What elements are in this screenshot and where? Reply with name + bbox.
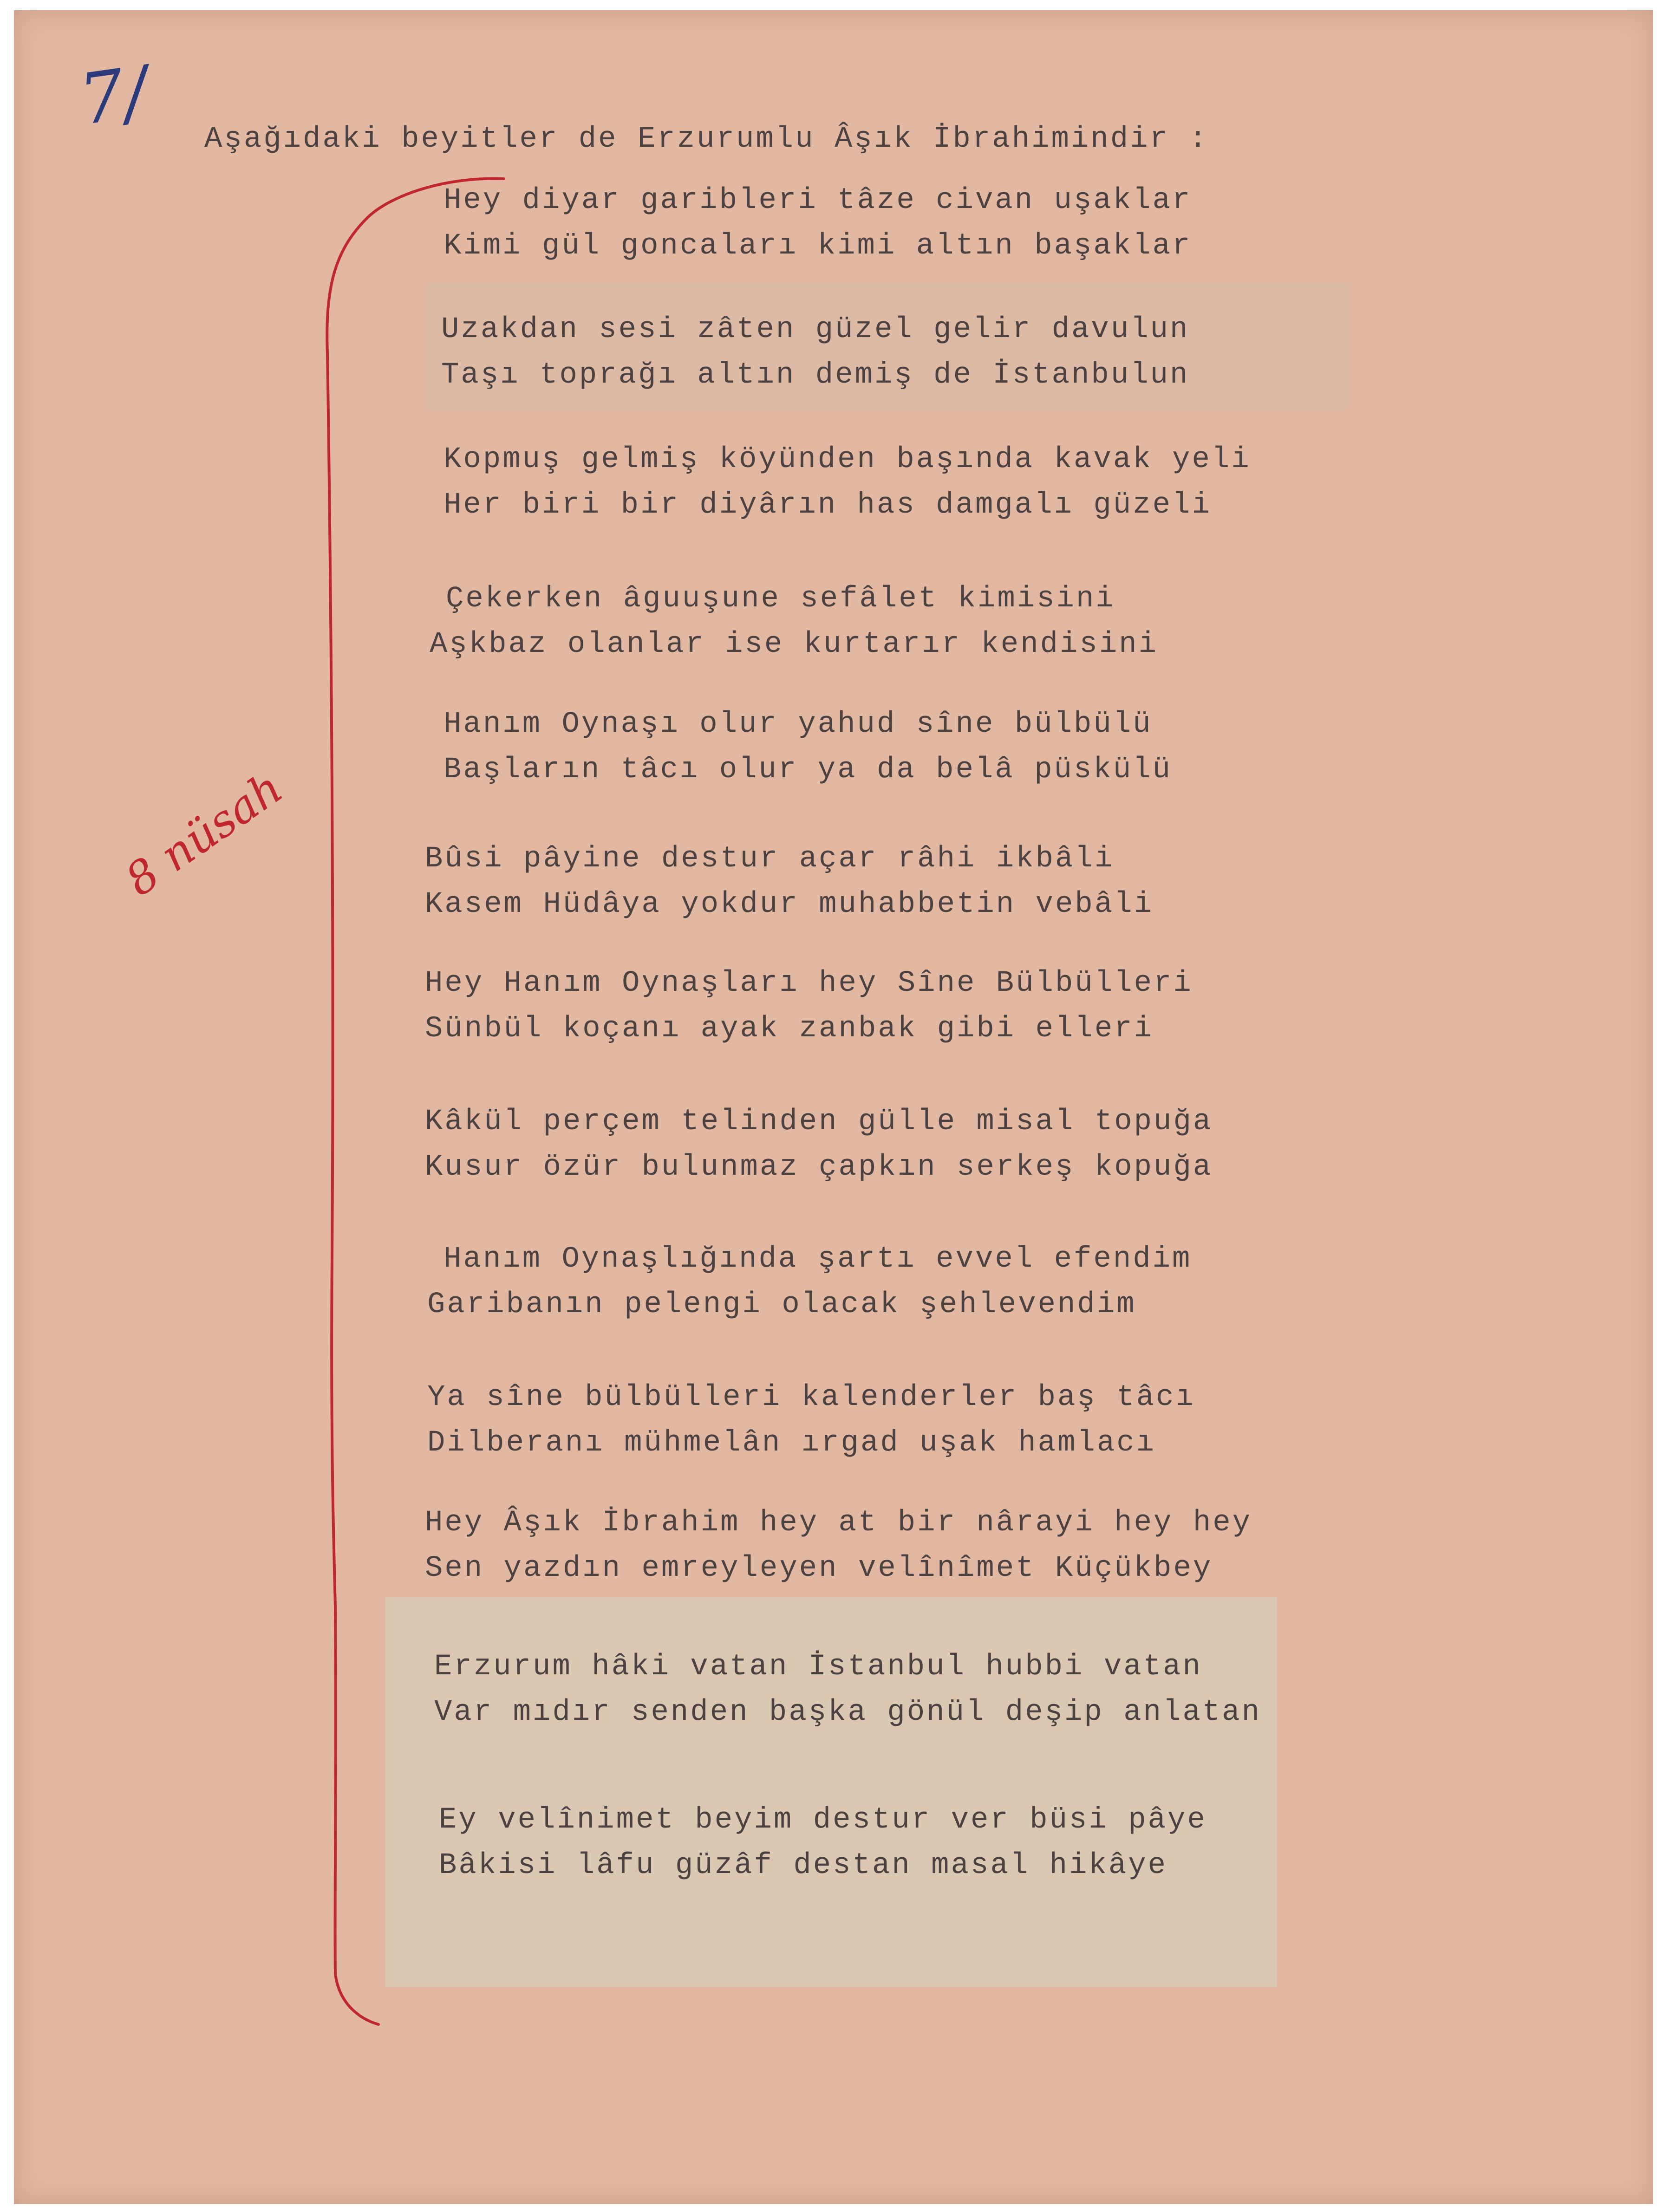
- couplet-13-line-2: Bâkisi lâfu güzâf destan masal hikâye: [439, 1849, 1168, 1882]
- margin-note: 8 nüsah: [116, 761, 292, 906]
- intro-line: Aşağıdaki beyitler de Erzurumlu Âşık İbrahimindir :: [204, 123, 1209, 156]
- couplet-5-line-1: Hanım Oynaşı olur yahud sîne bülbülü: [443, 708, 1153, 741]
- couplet-6-line-2: Kasem Hüdâya yokdur muhabbetin vebâli: [425, 888, 1154, 921]
- couplet-1-line-2: Kimi gül goncaları kimi altın başaklar: [443, 229, 1192, 263]
- couplet-3-line-1: Kopmuş gelmiş köyünden başında kavak yeli: [443, 443, 1251, 476]
- couplet-3-line-2: Her biri bir diyârın has damgalı güzeli: [443, 488, 1212, 522]
- couplet-1-line-1: Hey diyar garibleri tâze civan uşaklar: [443, 184, 1192, 217]
- couplet-7-line-1: Hey Hanım Oynaşları hey Sîne Bülbülleri: [425, 967, 1193, 1000]
- couplet-11-line-1: Hey Âşık İbrahim hey at bir nârayi hey hey: [425, 1506, 1252, 1540]
- couplet-9-line-2: Garibanın pelengi olacak şehlevendim: [427, 1288, 1136, 1321]
- page-number: 7/: [74, 51, 153, 141]
- couplet-5-line-2: Başların tâcı olur ya da belâ püskülü: [443, 753, 1173, 787]
- couplet-9-line-1: Hanım Oynaşlığında şartı evvel efendim: [443, 1243, 1192, 1276]
- couplet-7-line-2: Sünbül koçanı ayak zanbak gibi elleri: [425, 1012, 1154, 1046]
- couplet-4-line-2: Aşkbaz olanlar ise kurtarır kendisini: [430, 628, 1159, 661]
- couplet-8-line-2: Kusur özür bulunmaz çapkın serkeş kopuğa: [425, 1151, 1213, 1184]
- couplet-8-line-1: Kâkül perçem telinden gülle misal topuğa: [425, 1105, 1213, 1139]
- couplet-12-line-2: Var mıdır senden başka gönül deşip anlatan: [434, 1696, 1262, 1729]
- couplet-4-line-1: Çekerken âguuşune sefâlet kimisini: [446, 582, 1115, 616]
- couplet-12-line-1: Erzurum hâki vatan İstanbul hubbi vatan: [434, 1650, 1202, 1684]
- couplet-2-line-1: Uzakdan sesi zâten güzel gelir davulun: [441, 313, 1190, 346]
- couplet-6-line-1: Bûsi pâyine destur açar râhi ikbâli: [425, 842, 1115, 876]
- couplet-10-line-2: Dilberanı mühmelân ırgad uşak hamlacı: [427, 1426, 1156, 1460]
- couplet-2-line-2: Taşı toprağı altın demiş de İstanbulun: [441, 358, 1190, 392]
- couplet-10-line-1: Ya sîne bülbülleri kalenderler baş tâcı: [427, 1381, 1195, 1414]
- couplet-11-line-2: Sen yazdın emreyleyen velînîmet Küçükbey: [425, 1552, 1213, 1585]
- couplet-13-line-1: Ey velînimet beyim destur ver büsi pâye: [439, 1803, 1207, 1837]
